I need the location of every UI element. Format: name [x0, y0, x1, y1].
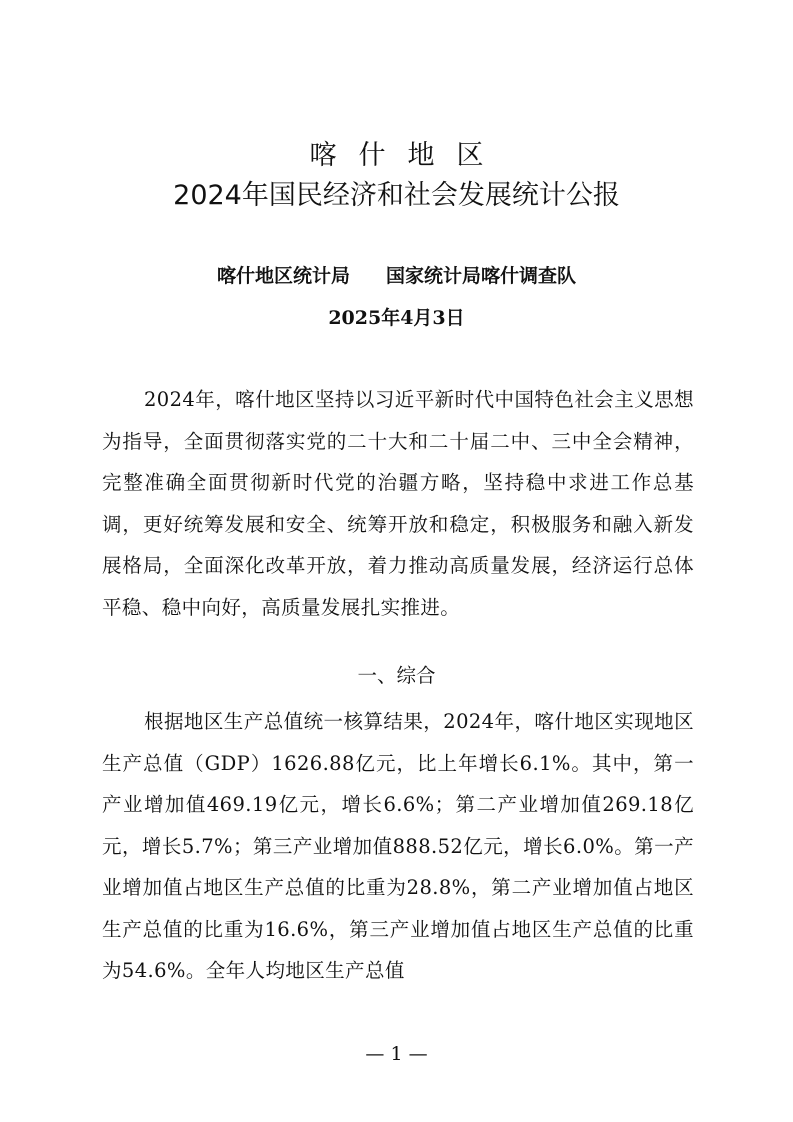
author-survey-team: 国家统计局喀什调查队	[386, 265, 577, 287]
section-paragraph: 根据地区生产总值统一核算结果，2024年，喀什地区实现地区生产总值（GDP）1626.88亿元，比上年增长6.1%。其中，第一产业增加值469.19亿元，增长6.6%；第二产业增加值269.18亿元，增长5.7%；第三产业增加值888.52亿元，增长6.0%。第一产业增加值占地区生产总值的比重为28.8%，第二产业增加值占地区生产总值的比重为16.6%，第三产业增加值占地区生产总值的比重为54.6%。全年人均地区生产总值	[102, 710, 694, 982]
document-date: 2025年4月3日	[328, 307, 465, 329]
intro-paragraph: 2024年，喀什地区坚持以习近平新时代中国特色社会主义思想为指导，全面贯彻落实党的二十大和二十届二中、三中全会精神，完整准确全面贯彻新时代党的治疆方略，坚持稳中求进工作总基调，更好统筹发展和安全、统筹开放和稳定，积极服务和融入新发展格局，全面深化改革开放，着力推动高质量发展，经济运行总体平稳、稳中向好，高质量发展扎实推进。	[102, 388, 694, 619]
section-heading: 一、综合	[357, 664, 436, 687]
author-statistics-bureau: 喀什地区统计局	[216, 265, 350, 287]
page-number: — 1 —	[365, 1043, 428, 1065]
document-authors	[0, 262, 793, 290]
document-title: 2024年国民经济和社会发展统计公报	[173, 180, 620, 211]
document-title-region: 喀什地区	[309, 140, 506, 171]
